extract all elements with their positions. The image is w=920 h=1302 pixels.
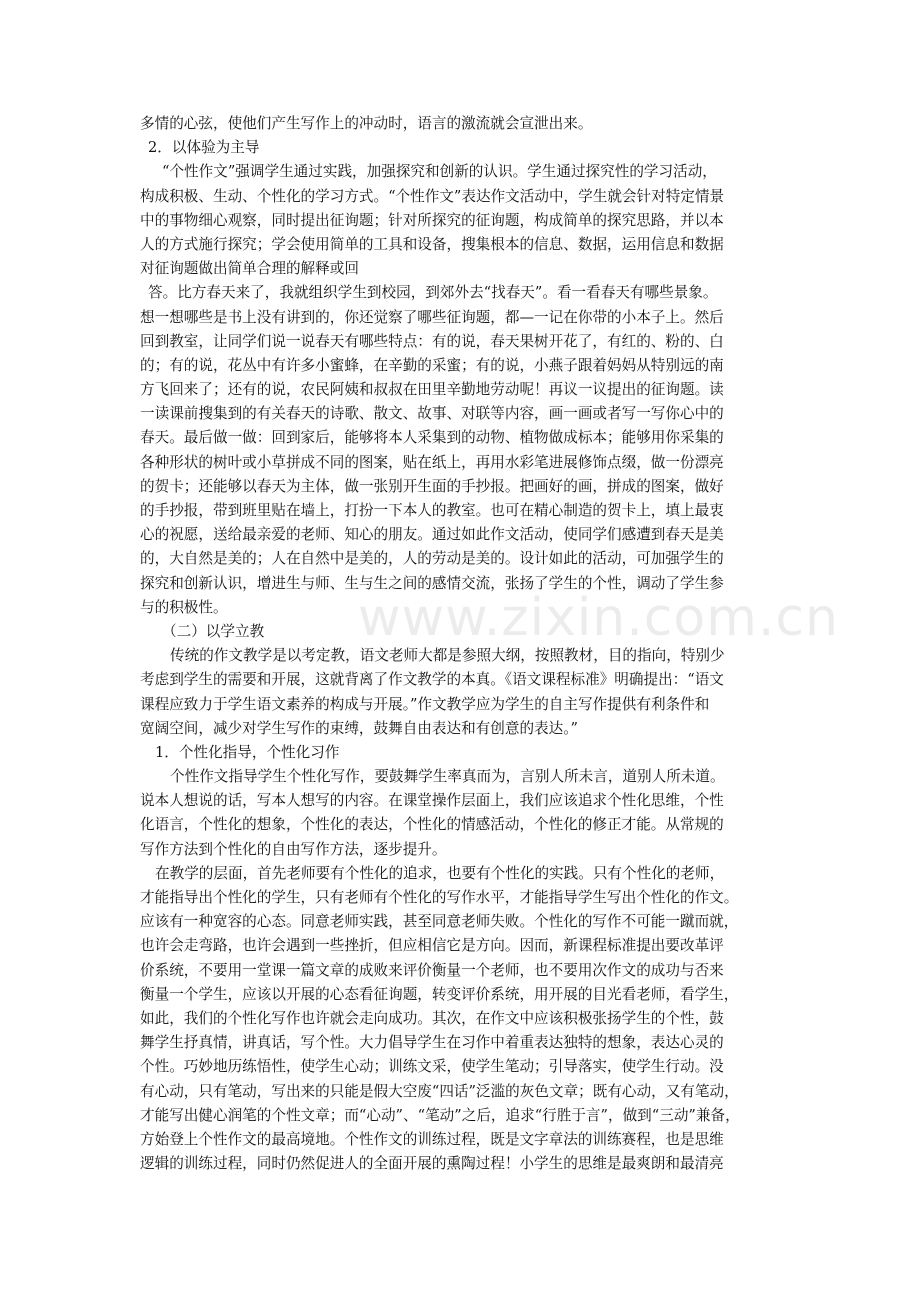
text-line: 方始登上个性作文的最高境地。个性作文的训练过程，既是文字章法的训练赛程，也是思维 <box>140 1130 724 1148</box>
text-line: 回到教室，让同学们说一说春天有哪些特点：有的说，春天果树开花了，有红的、粉的、白 <box>140 332 724 350</box>
section-heading: 2．以体验为主导 <box>148 139 260 157</box>
text-line: 课程应致力于学生语文素养的构成与开展。”作文教学应为学生的自主写作提供有利条件和 <box>140 695 710 713</box>
text-line: 人的方式施行探究；学会使用简单的工具和设备，搜集根本的信息、数据，运用信息和数据 <box>140 235 724 253</box>
text-line: 个性。巧妙地历练悟性，使学生心动；训练文采，使学生笔动；引导落实，使学生行动。没 <box>140 1058 724 1076</box>
text-line: 衡量一个学生，应该以开展的心态看征询题，转变评价系统，用开展的目光看老师，看学生， <box>140 985 739 1003</box>
text-line: 宽阔空间，减少对学生写作的束缚，鼓舞自由表达和有创意的表达。” <box>140 719 578 737</box>
document-body <box>140 112 784 1176</box>
text-line: 才能指导出个性化的学生，只有老师有个性化的写作水平，才能指导学生写出个性化的作文。 <box>140 889 739 906</box>
text-line: 写作方法到个性化的自由写作方法，逐步提升。 <box>140 840 447 858</box>
text-line: 个性作文指导学生个性化写作，要鼓舞学生率真而为，言别人所未言，道别人所未道。 <box>170 768 725 786</box>
section-heading: （二）以学立教 <box>162 622 265 640</box>
text-line: 的贺卡；还能够以春天为主体，做一张别开生面的手抄报。把画好的画，拼成的图案，做好 <box>140 477 724 495</box>
text-line: 价系统，不要用一堂课一篇文章的成败来评价衡量一个老师，也不要用次作文的成功与否来 <box>140 961 724 979</box>
text-line: 也许会走弯路，也许会遇到一些挫折，但应相信它是方向。因而，新课程标准提出要改革评 <box>140 937 724 955</box>
text-line: 才能写出健心润笔的个性文章；而“心动”、“笔动”之后，追求“行胜于言”，做到“三动”兼备， <box>140 1106 740 1124</box>
text-line: 的；有的说，花丛中有许多小蜜蜂，在辛勤的采蜜；有的说，小燕子跟着妈妈从特别远的南 <box>140 356 724 374</box>
text-line: 舞学生抒真情，讲真话，写个性。大力倡导学生在习作中着重表达独特的想象，表达心灵的 <box>140 1034 724 1052</box>
text-line: 的，大自然是美的；人在自然中是美的，人的劳动是美的。设计如此的活动，可加强学生的 <box>140 550 724 568</box>
text-line: 如此，我们的个性化写作也许就会走向成功。其次，在作文中应该积极张扬学生的个性，鼓 <box>140 1009 724 1027</box>
watermark: www.zixin.com.cn <box>358 588 839 648</box>
text-line: 探究和创新认识，增进生与师、生与生之间的感情交流，张扬了学生的个性，调动了学生参 <box>140 574 724 592</box>
text-line: 答。比方春天来了，我就组织学生到校园，到郊外去“找春天”。看一看春天有哪些景象。 <box>148 284 718 302</box>
text-line: 逻辑的训练过程，同时仍然促进人的全面开展的熏陶过程！小学生的思维是最爽朗和最清亮 <box>140 1155 724 1173</box>
text-line: 各种形状的树叶或小草拼成不同的图案，贴在纸上，再用水彩笔进展修饰点缀，做一份漂亮 <box>140 453 724 471</box>
text-line: “个性作文”强调学生通过实践，加强探究和创新的认识。学生通过探究性的学习活动， <box>162 163 717 181</box>
text-line: 对征询题做出简单合理的解释或回 <box>140 260 359 278</box>
text-line: 心的祝愿，送给最亲爱的老师、知心的朋友。通过如此作文活动，使同学们感遭到春天是美 <box>140 526 724 544</box>
text-line: 有心动，只有笔动，写出来的只能是假大空废“四话”泛滥的灰色文章；既有心动，又有笔动， <box>140 1082 739 1100</box>
text-line: 想一想哪些是书上没有讲到的，你还觉察了哪些征询题，都—一记在你带的小本子上。然后 <box>140 308 724 326</box>
text-line: 传统的作文教学是以考定教，语文老师大都是参照大纲，按照教材，目的指向，特别少 <box>170 647 725 665</box>
section-heading: 1．个性化指导，个性化习作 <box>155 743 340 761</box>
text-line: 构成积极、生动、个性化的学习方式。“个性作文”表达作文活动中，学生就会针对特定情景 <box>140 187 725 205</box>
text-line: 方飞回来了；还有的说，农民阿姨和叔叔在田里辛勤地劳动呢！再议一议提出的征询题。读 <box>140 381 724 399</box>
text-line: 的手抄报，带到班里贴在墙上，打扮一下本人的教室。也可在精心制造的贺卡上，填上最衷 <box>140 502 724 519</box>
text-line: 与的积极性。 <box>140 598 228 616</box>
text-line: 说本人想说的话，写本人想写的内容。在课堂操作层面上，我们应该追求个性化思维，个性 <box>140 792 724 810</box>
text-line: 中的事物细心观察，同时提出征询题；针对所探究的征询题，构成简单的探究思路，并以本 <box>140 211 724 229</box>
text-line: 一读课前搜集到的有关春天的诗歌、散文、故事、对联等内容，画一画或者写一写你心中的 <box>140 405 724 423</box>
text-line: 应该有一种宽容的心态。同意老师实践，甚至同意老师失败。个性化的写作不可能一蹴而就， <box>140 913 739 931</box>
text-line: 在教学的层面，首先老师要有个性化的追求，也要有个性化的实践。只有个性化的老师， <box>155 864 725 882</box>
text-line: 考虑到学生的需要和开展，这就背离了作文教学的本真。《语文课程标准》明确提出：“语文 <box>140 671 724 689</box>
text-line: 多情的心弦，使他们产生写作上的冲动时，语言的激流就会宣泄出来。 <box>140 115 593 132</box>
text-line: 春天。最后做一做：回到家后，能够将本人采集到的动物、植物做成标本；能够用你采集的 <box>140 429 724 447</box>
text-line: 化语言，个性化的想象，个性化的表达，个性化的情感活动，个性化的修正才能。从常规的 <box>140 816 724 834</box>
